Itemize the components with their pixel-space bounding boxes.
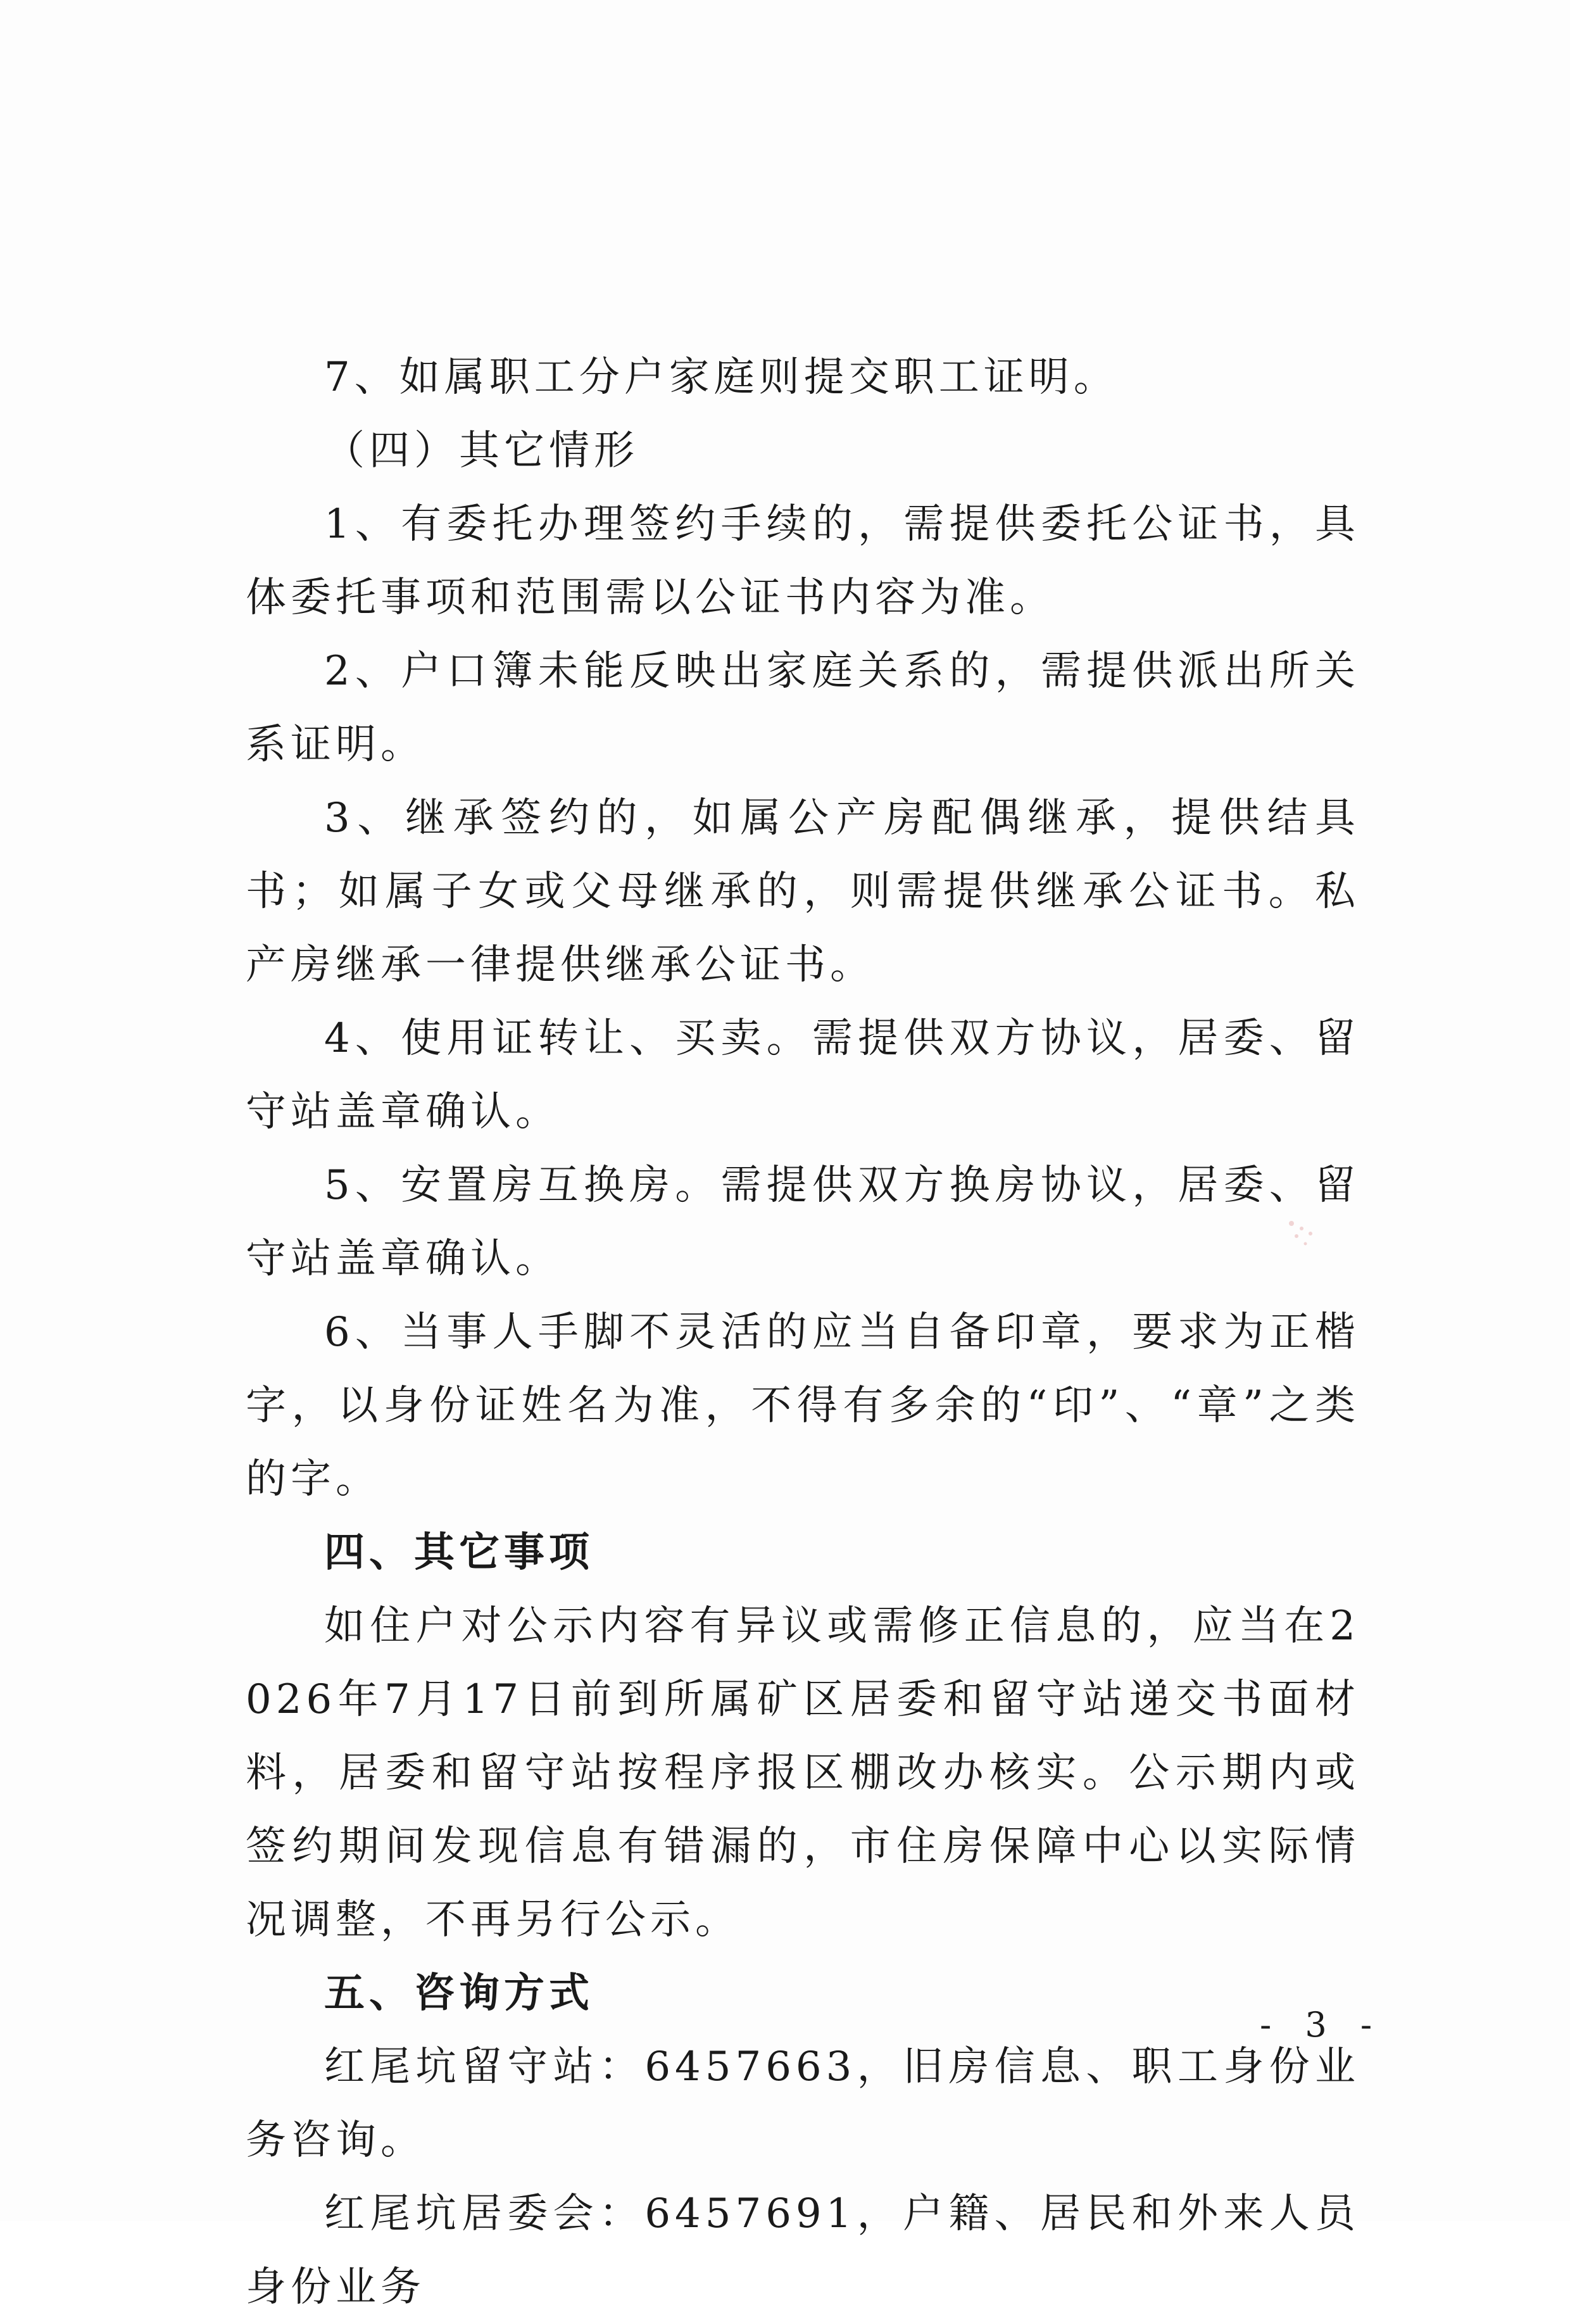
subheading-other-situations: （四）其它情形 [324,427,639,474]
document-body [246,341,1360,2324]
paragraph-item-5: 5、安置房互换房。需提供双方换房协议，居委、留守站盖章确认。 [246,1162,1360,1282]
heading-other-matters: 四、其它事项 [324,1529,594,1576]
paragraph-objection-notice: 如住户对公示内容有异议或需修正信息的，应当在2026年7月17日前到所属矿区居委和留守站递交书面材料，居委和留守站按程序报区棚改办核实。公示期内或签约期间发现信息有错漏的，市住房保障中心以实际情况调整，不再另行公示。 [246,1603,1360,1943]
paragraph-item-4: 4、使用证转让、买卖。需提供双方协议，居委、留守站盖章确认。 [246,1015,1360,1135]
paragraph-item-3: 3、继承签约的，如属公产房配偶继承，提供结具书；如属子女或父母继承的，则需提供继承公证书。私产房继承一律提供继承公证书。 [246,795,1360,988]
heading-consultation: 五、咨询方式 [324,1970,594,2017]
paragraph-contact-station: 红尾坑留守站：6457663，旧房信息、职工身份业务咨询。 [246,2043,1360,2164]
paragraph-item-6: 6、当事人手脚不灵活的应当自备印章，要求为正楷字，以身份证姓名为准，不得有多余的“印”、“章”之类的字。 [246,1309,1360,1503]
paragraph-item-7: 7、如属职工分户家庭则提交职工证明。 [324,354,1119,401]
paragraph-item-1: 1、有委托办理签约手续的，需提供委托公证书，具体委托事项和范围需以公证书内容为准。 [246,501,1360,621]
paragraph-item-2: 2、户口簿未能反映出家庭关系的，需提供派出所关系证明。 [246,648,1360,768]
stamp-trace-mark [1280,1211,1331,1255]
page-number: - 3 - [1260,2005,1384,2045]
paragraph-contact-committee: 红尾坑居委会：6457691，户籍、居民和外来人员身份业务 [246,2190,1360,2311]
